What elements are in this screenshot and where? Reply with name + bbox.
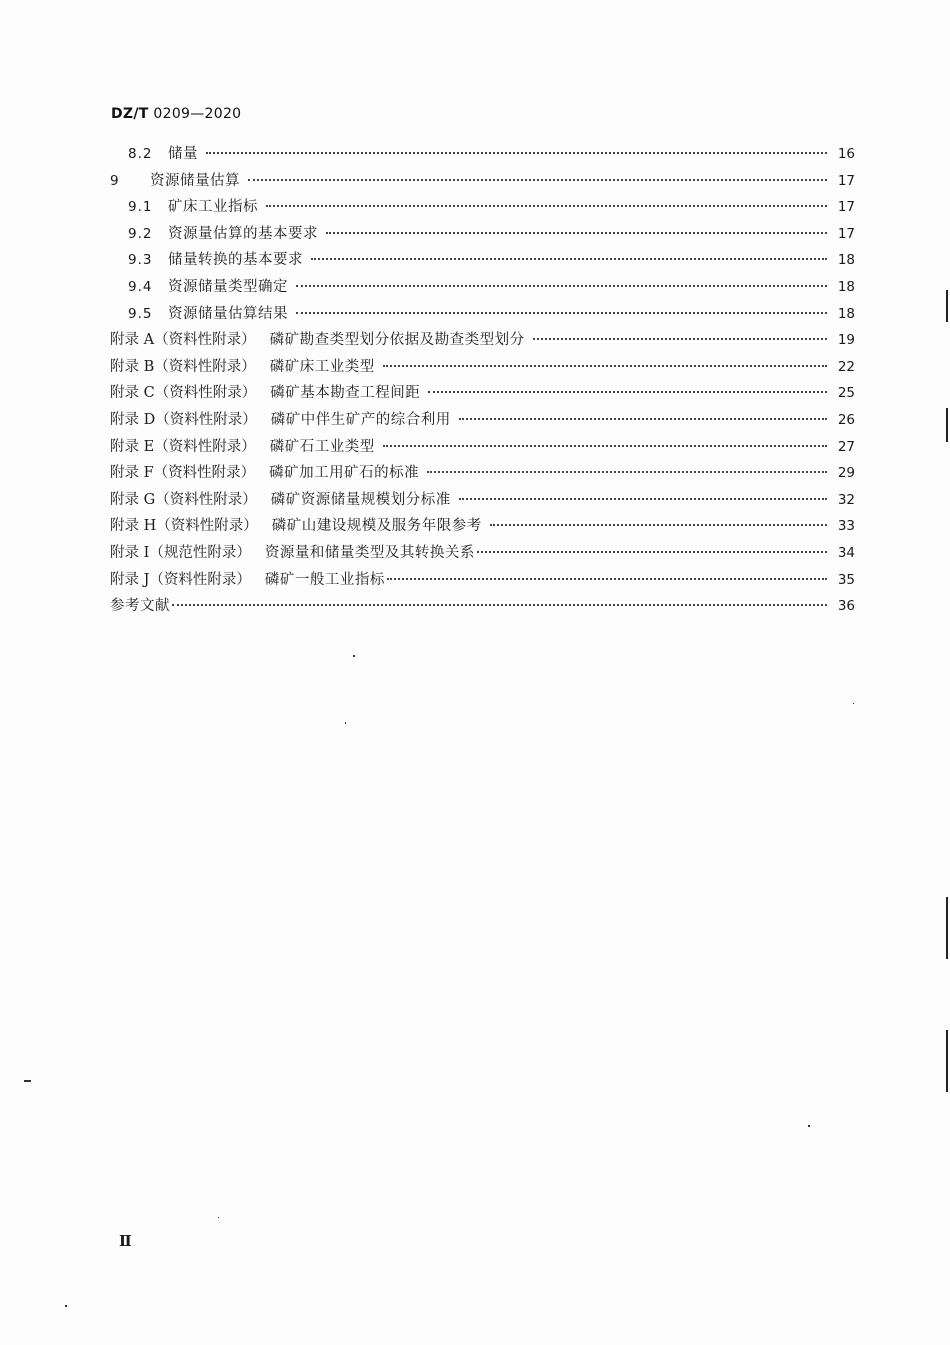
appendix-label: 附录 D（资料性附录） <box>110 411 257 428</box>
toc-entry-page: 18 <box>837 252 855 269</box>
toc-entry[interactable] <box>110 247 855 274</box>
toc-entry-number: 9.4 <box>128 278 153 295</box>
appendix-title: 磷矿基本勘查工程间距 <box>270 385 421 402</box>
scan-edge-mark <box>946 290 948 322</box>
appendix-label: 附录 B（资料性附录） <box>110 358 256 375</box>
appendix-title: 磷矿中伴生矿产的综合利用 <box>270 411 451 428</box>
toc-entry-number: 9.2 <box>128 225 153 242</box>
appendix-entry[interactable] <box>110 380 855 407</box>
appendix-page: 32 <box>837 491 855 508</box>
appendix-entry[interactable] <box>110 567 855 594</box>
appendix-title: 磷矿床工业类型 <box>269 358 375 375</box>
appendix-entry[interactable] <box>110 327 855 354</box>
toc-entry-title: 储量 <box>168 146 198 162</box>
toc-entry[interactable] <box>110 274 855 301</box>
appendix-entry[interactable] <box>110 434 855 461</box>
toc-entry-page: 17 <box>837 199 855 216</box>
dot-leader <box>428 391 827 393</box>
doc-number: 0209—2020 <box>153 106 242 122</box>
toc-entry-title: 资源量估算的基本要求 <box>168 225 318 242</box>
scan-speck <box>24 1080 31 1082</box>
dot-leader <box>248 179 827 181</box>
appendix-page: 25 <box>837 385 855 402</box>
appendix-page: 34 <box>837 544 855 561</box>
appendix-title: 磷矿山建设规模及服务年限参考 <box>271 518 482 535</box>
toc-entry[interactable] <box>110 141 855 168</box>
toc-entry-title: 资源储量类型确定 <box>168 278 288 295</box>
appendix-page: 26 <box>837 411 855 428</box>
dot-leader <box>326 232 827 234</box>
appendix-label: 附录 G（资料性附录） <box>110 491 257 508</box>
table-of-contents <box>110 141 855 620</box>
toc-entry-page: 17 <box>837 172 855 189</box>
dot-leader <box>490 524 827 526</box>
dot-leader <box>296 285 827 287</box>
dot-leader <box>206 152 827 154</box>
dot-leader <box>459 418 827 420</box>
toc-entry-page: 17 <box>837 225 855 242</box>
toc-entry-number: 9.1 <box>128 199 153 216</box>
appendix-entry[interactable] <box>110 460 855 487</box>
toc-entry-title: 资源储量估算 <box>150 172 240 189</box>
appendix-label: 附录 H（资料性附录） <box>110 518 258 535</box>
appendix-title: 磷矿资源储量规模划分标准 <box>270 491 451 508</box>
scan-speck <box>65 1305 67 1307</box>
references-title: 参考文献 <box>110 598 170 615</box>
dot-leader <box>383 445 827 447</box>
appendix-entry[interactable] <box>110 354 855 381</box>
appendix-entry[interactable] <box>110 540 855 567</box>
scan-edge-mark <box>946 1030 948 1092</box>
appendix-label: 附录 C（资料性附录） <box>110 385 257 402</box>
appendix-page: 29 <box>837 465 855 482</box>
appendix-label: 附录 J（资料性附录） <box>110 571 251 588</box>
dot-leader <box>383 365 827 367</box>
appendix-title: 磷矿勘查类型划分依据及勘查类型划分 <box>269 332 525 349</box>
dot-leader <box>311 258 827 260</box>
scan-speck <box>808 1125 810 1127</box>
toc-entry[interactable] <box>110 194 855 221</box>
references-entry[interactable] <box>110 593 855 620</box>
dot-leader <box>296 312 827 314</box>
scan-speck <box>353 655 355 657</box>
appendix-page: 27 <box>837 438 855 455</box>
dot-leader <box>459 498 827 500</box>
appendix-label: 附录 I（规范性附录） <box>110 544 251 561</box>
document-identifier <box>111 106 241 122</box>
appendix-page: 33 <box>837 518 855 535</box>
toc-entry-number: 9 <box>110 172 120 189</box>
toc-entry-title: 资源储量估算结果 <box>168 305 288 322</box>
dot-leader <box>533 338 827 340</box>
references-page: 36 <box>837 598 855 615</box>
scan-speck <box>345 722 346 724</box>
dot-leader <box>172 604 827 606</box>
toc-entry-page: 18 <box>837 305 855 322</box>
toc-entry[interactable] <box>110 221 855 248</box>
toc-entry-number: 9.5 <box>128 305 153 322</box>
toc-entry-page: 16 <box>837 146 855 162</box>
appendix-title: 磷矿一般工业指标 <box>264 571 385 588</box>
toc-entry[interactable] <box>110 301 855 328</box>
dot-leader <box>266 205 827 207</box>
scan-edge-mark <box>946 408 948 442</box>
doc-code: DZ/T <box>111 106 149 122</box>
appendix-label: 附录 E（资料性附录） <box>110 438 256 455</box>
scan-speck <box>853 703 854 704</box>
toc-entry-title: 矿床工业指标 <box>168 199 258 216</box>
toc-entry-number: 8.2 <box>128 146 153 162</box>
toc-entry-title: 储量转换的基本要求 <box>168 252 303 269</box>
toc-entry[interactable] <box>110 168 855 195</box>
toc-entry-number: 9.3 <box>128 252 153 269</box>
dot-leader <box>427 471 827 473</box>
appendix-title: 磷矿加工用矿石的标准 <box>269 465 420 482</box>
appendix-title: 资源量和储量类型及其转换关系 <box>264 544 475 561</box>
appendix-label: 附录 F（资料性附录） <box>110 465 256 482</box>
appendix-page: 35 <box>837 571 855 588</box>
appendix-page: 22 <box>837 358 855 375</box>
toc-entry-page: 18 <box>837 278 855 295</box>
scan-speck <box>218 1217 219 1218</box>
dot-leader <box>387 578 827 580</box>
scan-edge-mark <box>946 897 948 959</box>
appendix-title: 磷矿石工业类型 <box>269 438 375 455</box>
dot-leader <box>477 551 827 553</box>
appendix-label: 附录 A（资料性附录） <box>110 332 256 349</box>
appendix-entry[interactable] <box>110 513 855 540</box>
appendix-entry[interactable] <box>110 487 855 514</box>
page-number: Ⅱ <box>119 1232 132 1250</box>
appendix-entry[interactable] <box>110 407 855 434</box>
appendix-page: 19 <box>837 332 855 349</box>
